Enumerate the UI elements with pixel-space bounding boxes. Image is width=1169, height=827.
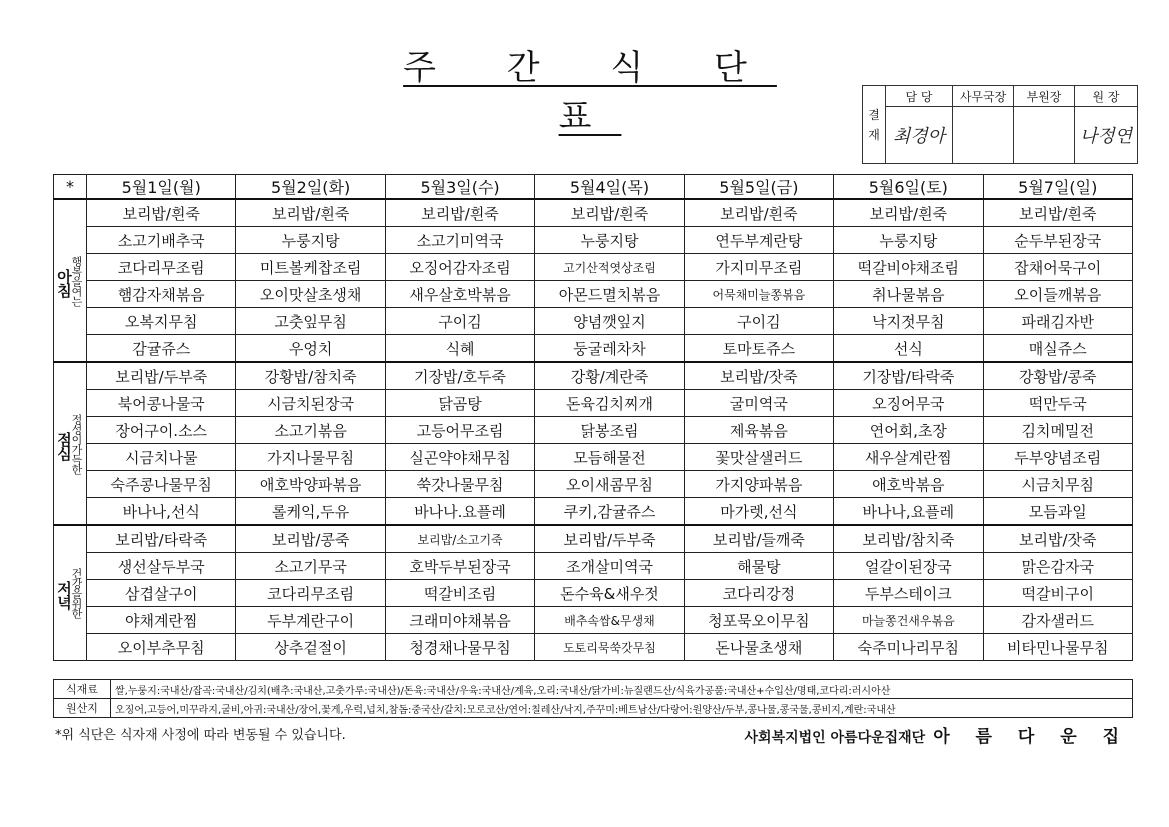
meal-label-big: 아침 bbox=[55, 268, 73, 297]
menu-item: 바나나,요플레 bbox=[834, 498, 983, 526]
menu-row bbox=[54, 417, 1133, 444]
menu-item: 생선살두부국 bbox=[87, 553, 236, 580]
approval-role: 부원장 bbox=[1014, 86, 1075, 107]
footnote: *위 식단은 식자재 사정에 따라 변동될 수 있습니다. bbox=[55, 728, 346, 743]
menu-item: 호박두부된장국 bbox=[385, 553, 534, 580]
menu-item: 고기산적엿상조림 bbox=[535, 254, 684, 281]
menu-item: 파래김자반 bbox=[983, 308, 1132, 335]
page-title: 주 간 식 단 표 bbox=[403, 48, 777, 137]
approval-box bbox=[862, 85, 1138, 164]
meal-label bbox=[54, 525, 87, 661]
organization-title: 아 름 다 운 집 bbox=[933, 727, 1129, 747]
menu-item: 마가렛,선식 bbox=[684, 498, 833, 526]
menu-item: 얼갈이된장국 bbox=[834, 553, 983, 580]
menu-item: 떡갈비야채조림 bbox=[834, 254, 983, 281]
menu-item: 북어콩나물국 bbox=[87, 390, 236, 417]
meal-label-small: 행복을여는 bbox=[70, 255, 83, 306]
menu-item: 보리밥/잣죽 bbox=[684, 362, 833, 390]
menu-item: 구이김 bbox=[385, 308, 534, 335]
menu-item: 보리밥/콩죽 bbox=[236, 525, 385, 553]
menu-item: 보리밥/타락죽 bbox=[87, 525, 236, 553]
day-header: 5월3일(수) bbox=[385, 175, 534, 200]
approval-role: 사무국장 bbox=[953, 86, 1014, 107]
menu-item: 보리밥/참치죽 bbox=[834, 525, 983, 553]
menu-item: 소고기미역국 bbox=[385, 227, 534, 254]
menu-item: 비타민나물무침 bbox=[983, 634, 1132, 661]
menu-item: 햄감자채볶음 bbox=[87, 281, 236, 308]
menu-item: 우엉치 bbox=[236, 335, 385, 363]
day-header: 5월5일(금) bbox=[684, 175, 833, 200]
menu-row bbox=[54, 227, 1133, 254]
menu-item: 가지미무조림 bbox=[684, 254, 833, 281]
meal-label bbox=[54, 362, 87, 525]
menu-item: 오복지무침 bbox=[87, 308, 236, 335]
menu-item: 연어회,초장 bbox=[834, 417, 983, 444]
menu-item: 보리밥/흰죽 bbox=[983, 199, 1132, 227]
menu-item: 소고기배추국 bbox=[87, 227, 236, 254]
menu-item: 강황밥/콩죽 bbox=[983, 362, 1132, 390]
menu-row bbox=[54, 607, 1133, 634]
menu-item: 소고기볶음 bbox=[236, 417, 385, 444]
menu-row bbox=[54, 525, 1133, 553]
menu-item: 돈육김치찌개 bbox=[535, 390, 684, 417]
menu-row bbox=[54, 281, 1133, 308]
menu-item: 조개살미역국 bbox=[535, 553, 684, 580]
menu-row bbox=[54, 498, 1133, 526]
menu-item: 꽃맛살샐러드 bbox=[684, 444, 833, 471]
menu-item: 굴미역국 bbox=[684, 390, 833, 417]
organization-prefix: 사회복지법인 아름다운집재단 bbox=[744, 730, 926, 746]
menu-item: 모듬해물전 bbox=[535, 444, 684, 471]
menu-item: 떡만두국 bbox=[983, 390, 1132, 417]
menu-item: 시금치무침 bbox=[983, 471, 1132, 498]
meal-label-big: 점심 bbox=[55, 431, 73, 460]
menu-item: 가지양파볶음 bbox=[684, 471, 833, 498]
menu-item: 롤케익,두유 bbox=[236, 498, 385, 526]
menu-row bbox=[54, 308, 1133, 335]
menu-row bbox=[54, 254, 1133, 281]
day-header: 5월7일(일) bbox=[983, 175, 1132, 200]
menu-item: 두부계란구이 bbox=[236, 607, 385, 634]
menu-item: 보리밥/흰죽 bbox=[385, 199, 534, 227]
menu-item: 실곤약야채무침 bbox=[385, 444, 534, 471]
approval-role: 담 당 bbox=[886, 86, 953, 107]
menu-item: 순두부된장국 bbox=[983, 227, 1132, 254]
menu-item: 코다리강정 bbox=[684, 580, 833, 607]
origin-table bbox=[53, 679, 1133, 718]
menu-item: 누룽지탕 bbox=[834, 227, 983, 254]
menu-item: 김치메밀전 bbox=[983, 417, 1132, 444]
menu-item: 어묵채미늘쫑볶음 bbox=[684, 281, 833, 308]
menu-item: 미트볼케찹조림 bbox=[236, 254, 385, 281]
menu-item: 오징어감자조림 bbox=[385, 254, 534, 281]
menu-item: 바나나,선식 bbox=[87, 498, 236, 526]
day-header: 5월1일(월) bbox=[87, 175, 236, 200]
day-header: 5월6일(토) bbox=[834, 175, 983, 200]
menu-item: 선식 bbox=[834, 335, 983, 363]
menu-item: 장어구이.소스 bbox=[87, 417, 236, 444]
menu-row bbox=[54, 444, 1133, 471]
weekly-menu-table bbox=[53, 174, 1133, 661]
approval-signature: 나정연 bbox=[1075, 107, 1138, 164]
menu-item: 야채계란찜 bbox=[87, 607, 236, 634]
menu-item: 가지나물무침 bbox=[236, 444, 385, 471]
menu-item: 배추속쌈&무생채 bbox=[535, 607, 684, 634]
menu-item: 연두부계란탕 bbox=[684, 227, 833, 254]
menu-item: 누룽지탕 bbox=[236, 227, 385, 254]
menu-item: 쑥갓나물무침 bbox=[385, 471, 534, 498]
origin-label-top: 식재료 bbox=[54, 680, 111, 699]
menu-item: 숙주콩나물무침 bbox=[87, 471, 236, 498]
menu-item: 크래미야채볶음 bbox=[385, 607, 534, 634]
menu-item: 돈수육&새우젓 bbox=[535, 580, 684, 607]
menu-item: 오징어무국 bbox=[834, 390, 983, 417]
menu-item: 고춧잎무침 bbox=[236, 308, 385, 335]
origin-line: 오징어,고등어,미꾸라지,굴비,아귀:국내산/장어,꽃게,우럭,넙치,참돔:중국산/갈치:모로코산/연어:칠레산/낙지,주꾸미:베트남산/다랑어:원양산/두부,콩나물,콩국물,콩비지,계란:국내산 bbox=[111, 699, 1133, 718]
menu-item: 떡갈비조림 bbox=[385, 580, 534, 607]
menu-row bbox=[54, 362, 1133, 390]
menu-item: 취나물볶음 bbox=[834, 281, 983, 308]
menu-item: 숙주미나리무침 bbox=[834, 634, 983, 661]
menu-item: 구이김 bbox=[684, 308, 833, 335]
menu-item: 고등어무조림 bbox=[385, 417, 534, 444]
menu-row bbox=[54, 199, 1133, 227]
menu-item: 기장밥/타락죽 bbox=[834, 362, 983, 390]
approval-role: 원 장 bbox=[1075, 86, 1138, 107]
menu-item: 보리밥/흰죽 bbox=[236, 199, 385, 227]
menu-item: 토마토쥬스 bbox=[684, 335, 833, 363]
menu-item: 상추겉절이 bbox=[236, 634, 385, 661]
menu-item: 청경채나물무침 bbox=[385, 634, 534, 661]
menu-item: 코다리무조림 bbox=[87, 254, 236, 281]
menu-item: 보리밥/흰죽 bbox=[535, 199, 684, 227]
menu-row bbox=[54, 335, 1133, 363]
menu-item: 시금치된장국 bbox=[236, 390, 385, 417]
menu-item: 삼겹살구이 bbox=[87, 580, 236, 607]
day-header: 5월2일(화) bbox=[236, 175, 385, 200]
corner-cell: * bbox=[54, 175, 87, 200]
meal-label bbox=[54, 199, 87, 362]
menu-item: 모듬과일 bbox=[983, 498, 1132, 526]
menu-row bbox=[54, 390, 1133, 417]
menu-item: 시금치나물 bbox=[87, 444, 236, 471]
menu-item: 아몬드멸치볶음 bbox=[535, 281, 684, 308]
menu-item: 잡채어묵구이 bbox=[983, 254, 1132, 281]
menu-item: 보리밥/들깨죽 bbox=[684, 525, 833, 553]
approval-signature bbox=[1014, 107, 1075, 164]
menu-item: 도토리묵쑥갓무침 bbox=[535, 634, 684, 661]
menu-item: 새우살계란찜 bbox=[834, 444, 983, 471]
origin-line: 쌀,누룽지:국내산/잡곡:국내산/김치(배추:국내산,고춧가루:국내산)/돈육:국내산/우육:국내산/계육,오리:국내산/닭가비:뉴질랜드산/식육가공품:국내산+수입산/명태,코다리:러시아산 bbox=[111, 680, 1133, 699]
menu-item: 기장밥/호두죽 bbox=[385, 362, 534, 390]
approval-label: 결재 bbox=[863, 86, 886, 164]
approval-signature bbox=[953, 107, 1014, 164]
menu-item: 쿠키,감귤쥬스 bbox=[535, 498, 684, 526]
menu-item: 마늘쫑건새우볶음 bbox=[834, 607, 983, 634]
menu-item: 감자샐러드 bbox=[983, 607, 1132, 634]
day-header-row bbox=[54, 175, 1133, 200]
menu-item: 두부양념조림 bbox=[983, 444, 1132, 471]
menu-item: 누룽지탕 bbox=[535, 227, 684, 254]
menu-item: 바나나.요플레 bbox=[385, 498, 534, 526]
menu-item: 소고기무국 bbox=[236, 553, 385, 580]
menu-item: 두부스테이크 bbox=[834, 580, 983, 607]
menu-item: 보리밥/두부죽 bbox=[87, 362, 236, 390]
menu-item: 보리밥/소고기죽 bbox=[385, 525, 534, 553]
menu-item: 오이맛살초생채 bbox=[236, 281, 385, 308]
menu-item: 돈나물초생채 bbox=[684, 634, 833, 661]
menu-row bbox=[54, 580, 1133, 607]
meal-label-small: 건강을위한 bbox=[70, 568, 83, 618]
menu-row bbox=[54, 634, 1133, 661]
menu-item: 닭봉조림 bbox=[535, 417, 684, 444]
menu-item: 코다리무조림 bbox=[236, 580, 385, 607]
menu-item: 감귤쥬스 bbox=[87, 335, 236, 363]
menu-item: 제육볶음 bbox=[684, 417, 833, 444]
organization-name bbox=[745, 722, 1129, 747]
menu-item: 해물탕 bbox=[684, 553, 833, 580]
menu-item: 청포묵오이무침 bbox=[684, 607, 833, 634]
meal-label-small: 정성이가득한 bbox=[70, 413, 83, 474]
menu-item: 떡갈비구이 bbox=[983, 580, 1132, 607]
menu-item: 둥굴레차차 bbox=[535, 335, 684, 363]
menu-row bbox=[54, 553, 1133, 580]
menu-item: 양념깻잎지 bbox=[535, 308, 684, 335]
menu-item: 식혜 bbox=[385, 335, 534, 363]
menu-item: 보리밥/흰죽 bbox=[684, 199, 833, 227]
menu-row bbox=[54, 471, 1133, 498]
approval-signature: 최경아 bbox=[886, 107, 953, 164]
menu-item: 보리밥/흰죽 bbox=[87, 199, 236, 227]
menu-item: 낙지젓무침 bbox=[834, 308, 983, 335]
menu-item: 새우살호박볶음 bbox=[385, 281, 534, 308]
menu-item: 맑은감자국 bbox=[983, 553, 1132, 580]
meal-label-big: 저녁 bbox=[55, 581, 73, 609]
day-header: 5월4일(목) bbox=[535, 175, 684, 200]
menu-item: 오이들깨볶음 bbox=[983, 281, 1132, 308]
origin-label-bottom: 원산지 bbox=[54, 699, 111, 718]
menu-item: 닭곰탕 bbox=[385, 390, 534, 417]
menu-item: 강황/계란죽 bbox=[535, 362, 684, 390]
menu-item: 애호박양파볶음 bbox=[236, 471, 385, 498]
menu-item: 보리밥/두부죽 bbox=[535, 525, 684, 553]
menu-item: 매실쥬스 bbox=[983, 335, 1132, 363]
menu-item: 오이새콤무침 bbox=[535, 471, 684, 498]
menu-item: 애호박볶음 bbox=[834, 471, 983, 498]
menu-item: 보리밥/잣죽 bbox=[983, 525, 1132, 553]
menu-item: 오이부추무침 bbox=[87, 634, 236, 661]
menu-item: 강황밥/참치죽 bbox=[236, 362, 385, 390]
menu-item: 보리밥/흰죽 bbox=[834, 199, 983, 227]
